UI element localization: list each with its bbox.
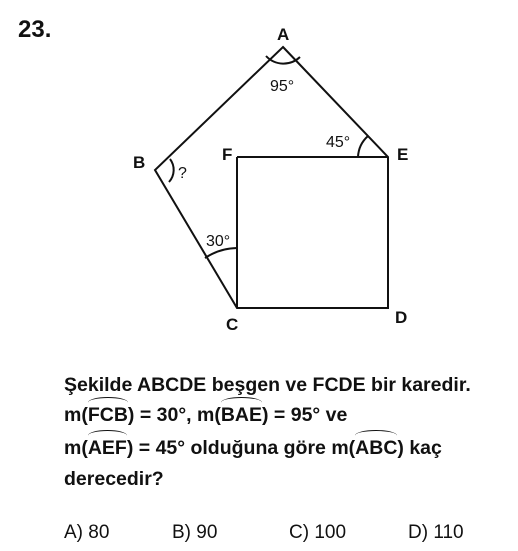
label-e: E <box>397 145 409 164</box>
label-b: B <box>133 153 146 172</box>
angle-label-b: ? <box>178 165 187 182</box>
angle-label-c: 30° <box>206 233 231 250</box>
eq-aef: = 45° olduğuna göre <box>138 437 326 459</box>
angle-arc-e <box>358 136 368 157</box>
label-f: F <box>222 145 233 164</box>
m-symbol: m <box>64 404 82 426</box>
kac-word: kaç <box>409 437 442 459</box>
arc-aef: AEF <box>87 437 127 459</box>
m-symbol: m <box>331 437 349 459</box>
eq-fcb: = 30°, <box>139 404 192 426</box>
option-b[interactable]: B) 90 <box>172 522 218 543</box>
question-number: 23. <box>18 16 52 43</box>
label-a: A <box>277 25 290 44</box>
m-symbol: m <box>64 437 82 459</box>
angle-label-a: 95° <box>270 78 295 95</box>
question-text-line1: Şekilde ABCDE beşgen ve FCDE bir karedir. <box>64 374 471 396</box>
option-a[interactable]: A) 80 <box>64 522 110 543</box>
option-d[interactable]: D) 110 <box>408 522 464 543</box>
question-text-line3: m(AEF) = 45° olduğuna göre m(ABC) kaç <box>64 437 442 459</box>
eq-bae: = 95° ve <box>273 404 348 426</box>
arc-fcb: FCB <box>87 404 128 426</box>
label-c: C <box>226 315 239 334</box>
option-c[interactable]: C) 100 <box>289 522 347 543</box>
angle-arc-b <box>169 159 174 182</box>
arc-abc: ABC <box>355 437 398 459</box>
label-d: D <box>395 308 408 327</box>
question-text-line4: derecedir? <box>64 468 164 490</box>
question-text-line2: m(FCB) = 30°, m(BAE) = 95° ve <box>64 404 348 426</box>
arc-bae: BAE <box>220 404 262 426</box>
m-symbol: m <box>196 404 215 426</box>
angle-label-e: 45° <box>326 134 351 151</box>
